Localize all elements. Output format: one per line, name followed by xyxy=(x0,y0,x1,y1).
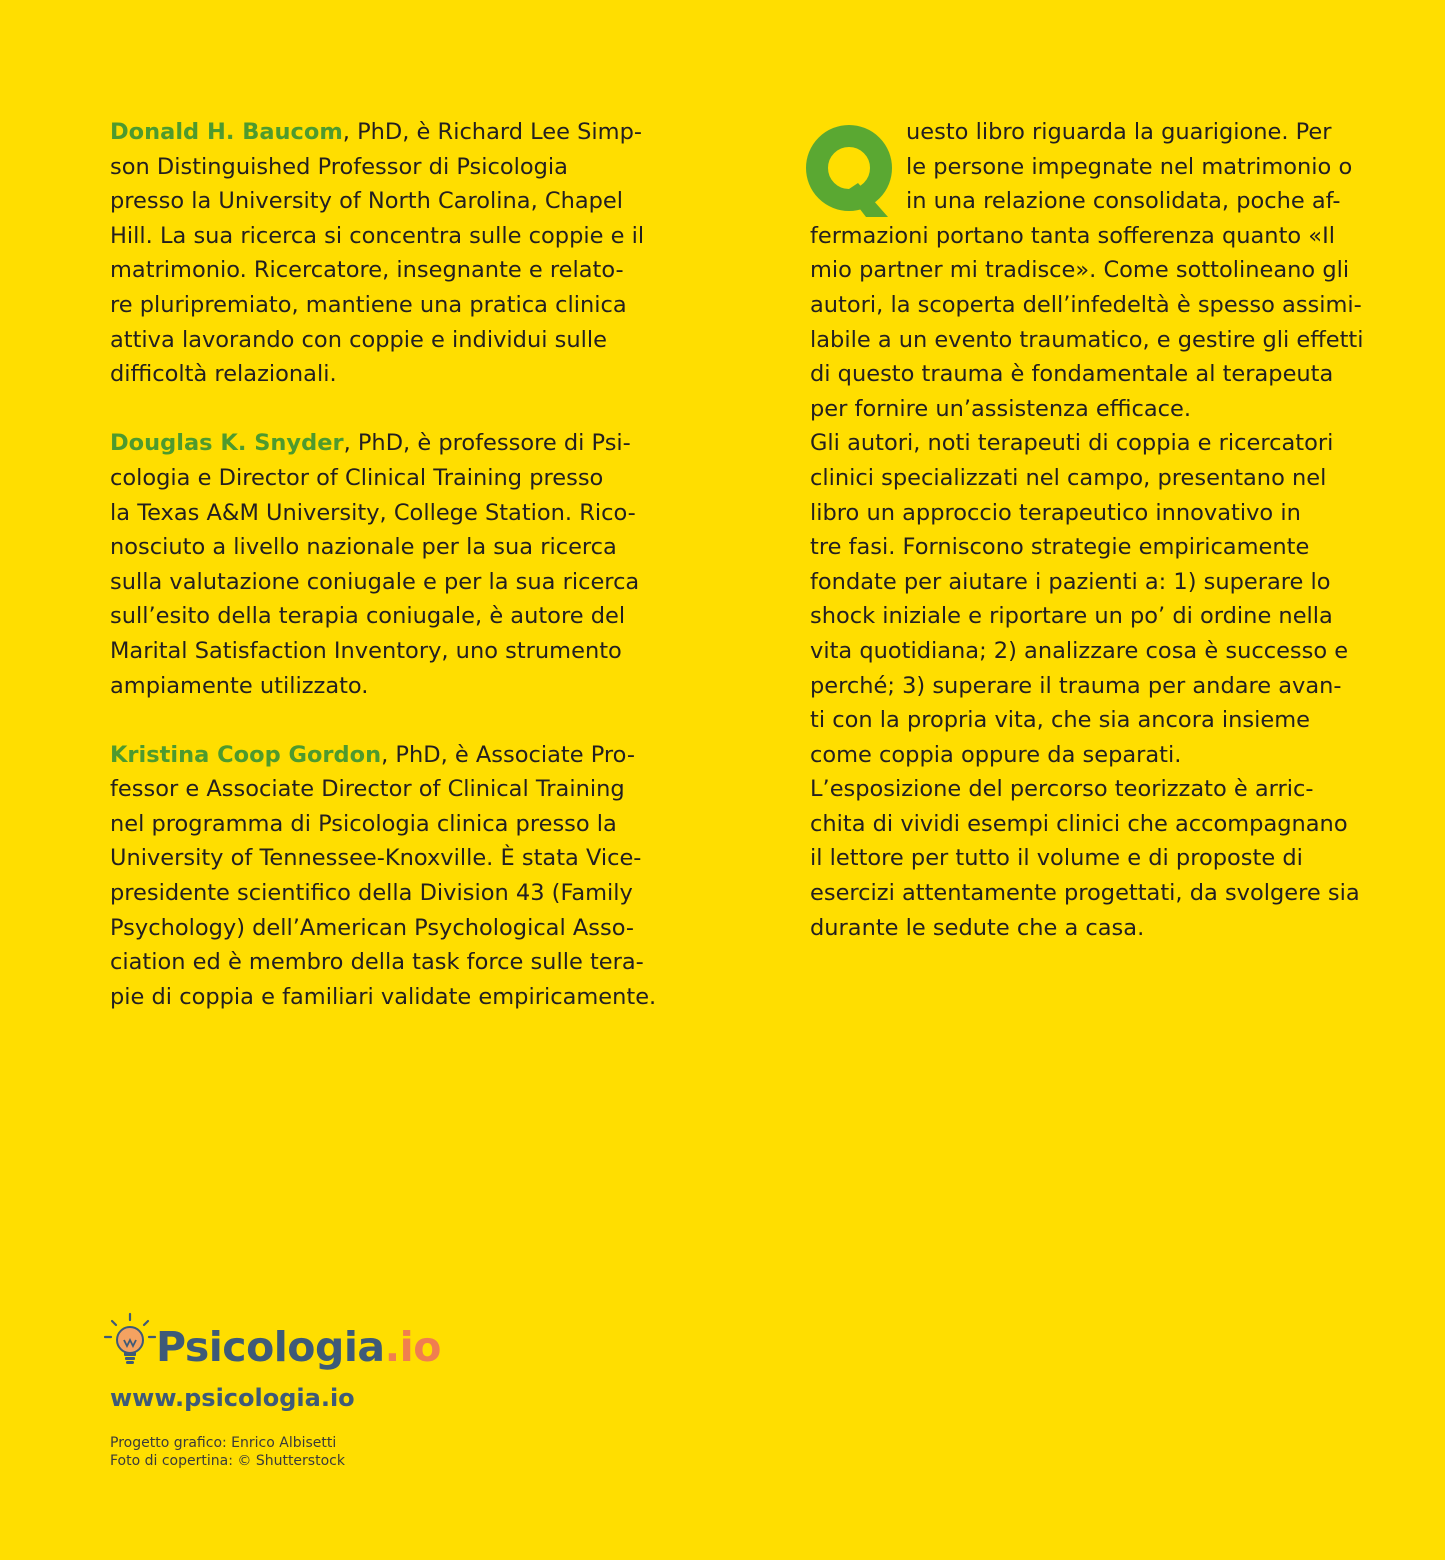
description-line: libro un approccio terapeutico innovativo in xyxy=(810,499,1301,526)
publisher-url[interactable]: www.psicologia.io xyxy=(110,1384,355,1412)
logo-wordmark xyxy=(156,1322,441,1372)
bio-line: presidente scientifico della Division 43 (Family xyxy=(110,880,633,907)
bio-line: pie di coppia e familiari validate empiricamente. xyxy=(110,983,657,1010)
description-line: durante le sedute che a casa. xyxy=(810,914,1145,941)
bio-line: University of Tennessee-Knoxville. È stata Vice- xyxy=(110,845,642,872)
description-line: il lettore per tutto il volume e di proposte di xyxy=(810,845,1303,872)
author-name: Douglas K. Snyder xyxy=(110,430,344,457)
design-credit: Progetto grafico: Enrico Albisetti xyxy=(110,1435,337,1451)
description-line: fermazioni portano tanta sofferenza quanto «Il xyxy=(810,222,1335,249)
bio-line xyxy=(110,426,670,461)
bio-line: attiva lavorando con coppie e individui sulle xyxy=(110,326,607,353)
bio-line: fessor e Associate Director of Clinical Training xyxy=(110,776,625,803)
bio-line: Marital Satisfaction Inventory, uno strumento xyxy=(110,637,622,664)
description-line: perché; 3) superare il trauma per andare avan- xyxy=(810,672,1342,699)
description-line: fondate per aiutare i pazienti a: 1) superare lo xyxy=(810,568,1331,595)
bio-line: cologia e Director of Clinical Training presso xyxy=(110,464,604,491)
bio-line: ciation ed è membro della task force sulle tera- xyxy=(110,949,644,976)
publisher-logo xyxy=(104,1312,464,1382)
drop-cap-letter: Q xyxy=(851,181,852,182)
bio-line: son Distinguished Professor di Psicologia xyxy=(110,153,568,180)
bio-line: la Texas A&M University, College Station. Rico- xyxy=(110,499,636,526)
description-line: tre fasi. Forniscono strategie empiricamente xyxy=(810,534,1310,561)
description-line: mio partner mi tradisce». Come sottolineano gli xyxy=(810,257,1350,284)
description-line: per fornire un’assistenza efficace. xyxy=(810,395,1192,422)
bio-line: sulla valutazione coniugale e per la sua ricerca xyxy=(110,568,640,595)
bio-line: re pluripremiato, mantiene una pratica clinica xyxy=(110,291,627,318)
author-bio-snyder xyxy=(110,426,670,703)
logo-name: Psicologia xyxy=(156,1323,385,1371)
author-name: Donald H. Baucom xyxy=(110,119,343,145)
description-line: in una relazione consolidata, poche af- xyxy=(906,188,1341,215)
bio-line xyxy=(110,115,670,150)
drop-cap-q-icon xyxy=(806,121,896,221)
lightbulb-icon xyxy=(104,1312,156,1374)
author-bios xyxy=(110,115,670,1049)
description-line: autori, la scoperta dell’infedeltà è spesso assimi- xyxy=(810,291,1362,318)
bio-line: nel programma di Psicologia clinica presso la xyxy=(110,810,617,837)
bio-line: sull’esito della terapia coniugale, è autore del xyxy=(110,603,626,630)
bio-line xyxy=(110,738,670,773)
bio-line: matrimonio. Ricercatore, insegnante e relato- xyxy=(110,257,624,284)
bio-text: , PhD, è Associate Pro- xyxy=(381,741,635,768)
description-line: labile a un evento traumatico, e gestire gli effetti xyxy=(810,326,1364,353)
bio-line: difficoltà relazionali. xyxy=(110,361,337,388)
description-line: Gli autori, noti terapeuti di coppia e ricercatori xyxy=(810,430,1334,457)
description-line: come coppia oppure da separati. xyxy=(810,741,1182,768)
description-line: ti con la propria vita, che sia ancora insieme xyxy=(810,707,1310,734)
cover-credits xyxy=(110,1434,345,1470)
author-name: Kristina Coop Gordon xyxy=(110,741,382,768)
description-line: uesto libro riguarda la guarigione. Per xyxy=(906,119,1332,145)
bio-text: , PhD, è Richard Lee Simp- xyxy=(342,119,642,145)
photo-credit: Foto di copertina: © Shutterstock xyxy=(110,1453,345,1469)
description-line: esercizi attentamente progettati, da svolgere sia xyxy=(810,880,1360,907)
bio-line: presso la University of North Carolina, Chapel xyxy=(110,188,624,215)
bio-line: ampiamente utilizzato. xyxy=(110,672,369,699)
author-bio-gordon xyxy=(110,738,670,1015)
book-description xyxy=(810,115,1370,945)
bio-text: , PhD, è professore di Psi- xyxy=(343,430,631,457)
description-line: le persone impegnate nel matrimonio o xyxy=(906,153,1353,180)
description-line: vita quotidiana; 2) analizzare cosa è successo e xyxy=(810,637,1349,664)
description-line: shock iniziale e riportare un po’ di ordine nella xyxy=(810,603,1333,630)
description-line: clinici specializzati nel campo, presentano nel xyxy=(810,464,1327,491)
bio-line: nosciuto a livello nazionale per la sua ricerca xyxy=(110,534,617,561)
description-line: L’esposizione del percorso teorizzato è arric- xyxy=(810,776,1314,803)
description-line: chita di vividi esempi clinici che accompagnano xyxy=(810,810,1348,837)
bio-line: Psychology) dell’American Psychological Asso- xyxy=(110,914,635,941)
logo-tld: .io xyxy=(384,1323,441,1371)
bio-line: Hill. La sua ricerca si concentra sulle coppie e il xyxy=(110,222,645,249)
description-line: di questo trauma è fondamentale al terapeuta xyxy=(810,361,1334,388)
author-bio-baucom xyxy=(110,115,670,392)
